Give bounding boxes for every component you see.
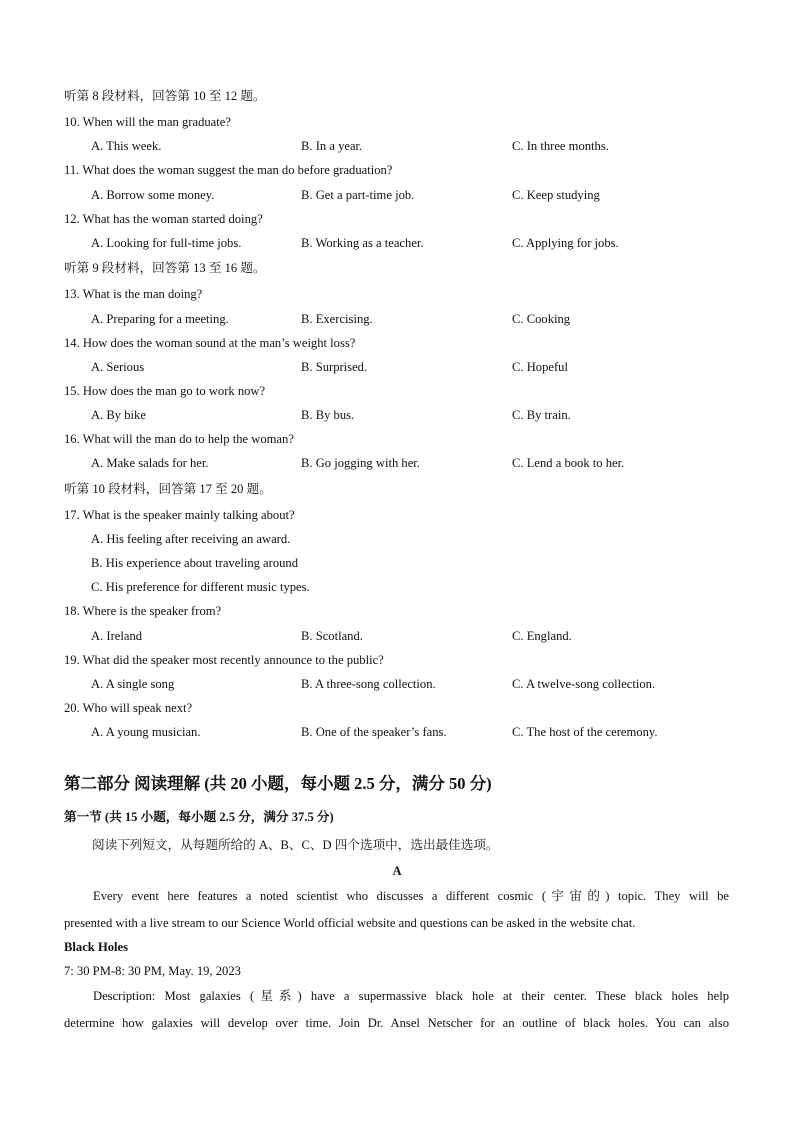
reading-instruction: 阅读下列短文，从每题所给的 A、B、C、D 四个选项中，选出最佳选项。 [92,838,499,852]
option-11a: A. Borrow some money. [91,188,215,202]
option-20c: C. The host of the ceremony. [512,725,658,739]
event-title: Black Holes [64,940,129,954]
option-11b: B. Get a part-time job. [301,188,415,202]
event-description-line1: Description: Most galaxies (星系) have a supermassive black hole at their center. These black holes help [93,989,729,1003]
option-10b: B. In a year. [301,139,363,153]
option-10c: C. In three months. [512,139,609,153]
option-13b: B. Exercising. [301,312,373,326]
passage-intro-line1: Every event here features a noted scientist who discusses a different cosmic (宇宙的) topic. They will be [93,889,729,903]
option-15a: A. By bike [91,408,146,422]
option-14c: C. Hopeful [512,360,568,374]
option-20b: B. One of the speaker’s fans. [301,725,447,739]
option-13c: C. Cooking [512,312,571,326]
question-15: 15. How does the man go to work now? [64,384,266,398]
option-19b: B. A three-song collection. [301,677,436,691]
option-17a: A. His feeling after receiving an award. [91,532,291,546]
question-10: 10. When will the man graduate? [64,115,231,129]
option-12c: C. Applying for jobs. [512,236,619,250]
option-14a: A. Serious [91,360,145,374]
question-17: 17. What is the speaker mainly talking about? [64,508,295,522]
option-16a: A. Make salads for her. [91,456,209,470]
question-13: 13. What is the man doing? [64,287,203,301]
option-10a: A. This week. [91,139,162,153]
option-12a: A. Looking for full-time jobs. [91,236,242,250]
option-15b: B. By bus. [301,408,355,422]
question-18: 18. Where is the speaker from? [64,604,222,618]
part2-title: 第二部分 阅读理解 (共 20 小题，每小题 2.5 分，满分 50 分) [64,774,492,793]
passage-letter: A [392,864,402,878]
option-18b: B. Scotland. [301,629,363,643]
option-19c: C. A twelve-song collection. [512,677,656,691]
option-12b: B. Working as a teacher. [301,236,424,250]
section8-intro: 听第 8 段材料，回答第 10 至 12 题。 [64,89,266,103]
event-time: 7: 30 PM-8: 30 PM, May. 19, 2023 [64,964,241,978]
question-20: 20. Who will speak next? [64,701,193,715]
section10-intro: 听第 10 段材料，回答第 17 至 20 题。 [64,482,272,496]
option-16b: B. Go jogging with her. [301,456,420,470]
question-19: 19. What did the speaker most recently announce to the public? [64,653,384,667]
option-13a: A. Preparing for a meeting. [91,312,229,326]
section9-intro: 听第 9 段材料，回答第 13 至 16 题。 [64,261,266,275]
part2-section1-title: 第一节 (共 15 小题，每小题 2.5 分，满分 37.5 分) [64,810,334,824]
option-16c: C. Lend a book to her. [512,456,625,470]
passage-intro-line2: presented with a live stream to our Science World official website and questions can be asked in the website chat. [64,916,636,930]
event-description-line2: determine how galaxies will develop over time. Join Dr. Ansel Netscher for an outline of black holes. You can also [64,1016,729,1030]
option-17b: B. His experience about traveling around [91,556,299,570]
option-15c: C. By train. [512,408,571,422]
option-11c: C. Keep studying [512,188,600,202]
question-16: 16. What will the man do to help the woman? [64,432,294,446]
option-18a: A. Ireland [91,629,143,643]
question-11: 11. What does the woman suggest the man do before graduation? [64,163,393,177]
question-12: 12. What has the woman started doing? [64,212,263,226]
option-20a: A. A young musician. [91,725,201,739]
option-19a: A. A single song [91,677,175,691]
option-14b: B. Surprised. [301,360,368,374]
option-17c: C. His preference for different music types. [91,580,310,594]
option-18c: C. England. [512,629,572,643]
question-14: 14. How does the woman sound at the man’s weight loss? [64,336,356,350]
